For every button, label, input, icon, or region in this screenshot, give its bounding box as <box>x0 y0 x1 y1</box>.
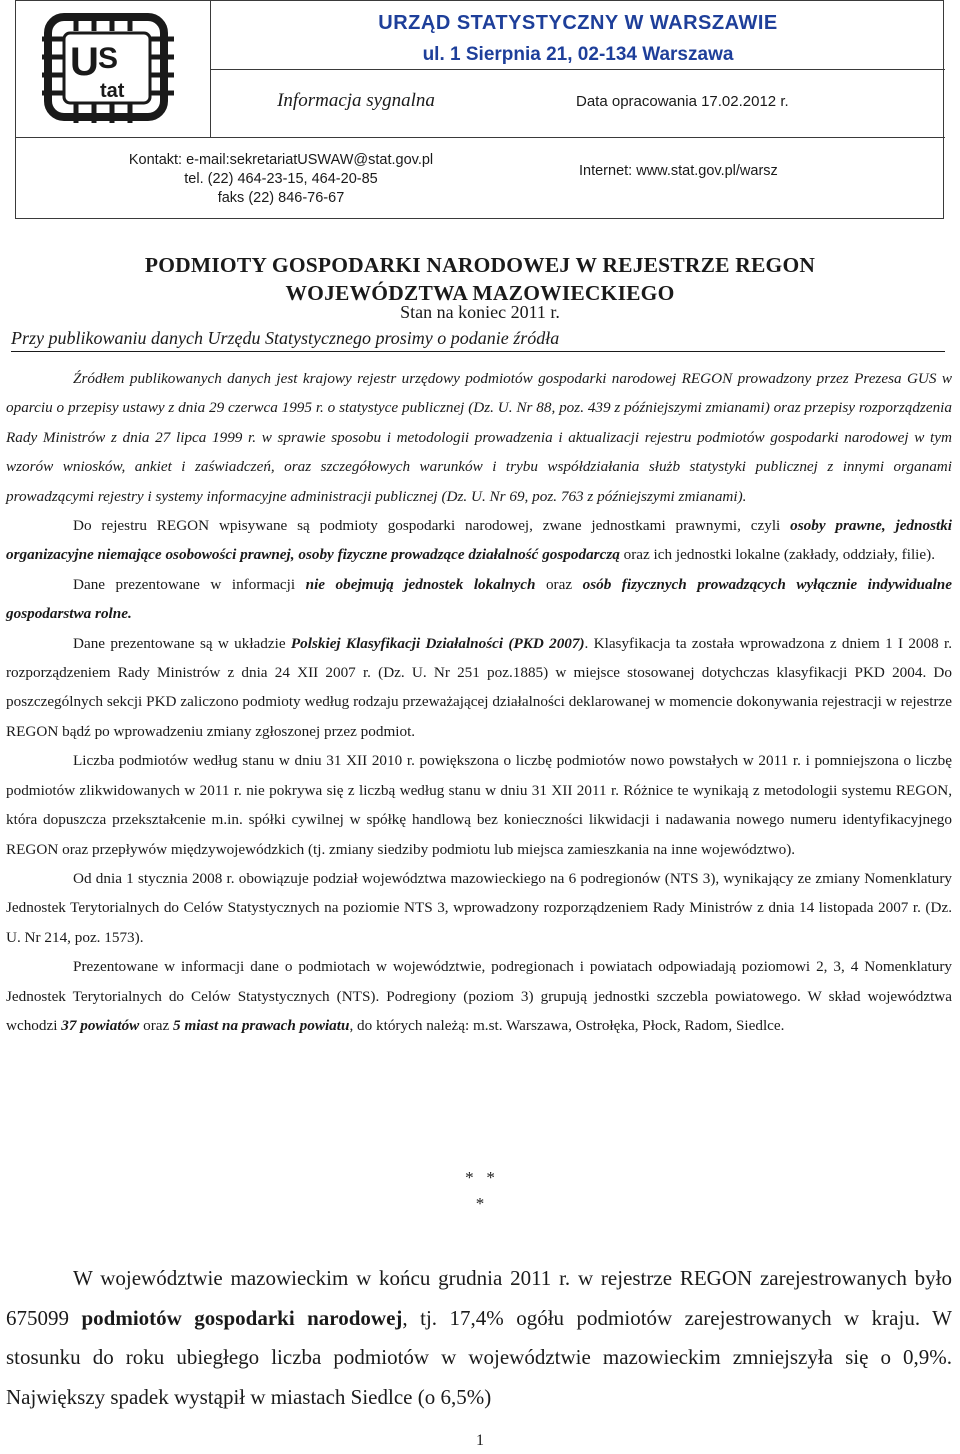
section-separator: * <box>475 1194 485 1213</box>
paragraph: Dane prezentowane są w układzie Polskiej Klasyfikacji Działalności (PKD 2007). Klasyfikacja ta została wprowadzona z dniem 1 I 2008 r. rozporządzeniem Rady Ministrów z dnia 24 XII 2007 r. (Dz. U. Nr 251 poz.1885) w miejsce stosowanej dotychczas klasyfikacji PKD 2004. Do poszczególnych sekcji PKD zaliczono podmioty według rodzaju przeważającej działalności deklarowanej w momencie dokonywania rejestracji w rejestrze REGON bądź po wprowadzeniu zmiany zgłoszonej przez podmiot. <box>6 634 953 740</box>
contact-phone: tel. (22) 464-23-15, 464-20-85 <box>184 171 378 187</box>
emphasis: 37 powiatów <box>61 1016 140 1034</box>
emphasis: osób fizycznych prowadzących wyłącznie indywidualne gospodarstwa rolne. <box>6 575 952 623</box>
page-number: 1 <box>476 1432 484 1449</box>
body-text <box>6 364 952 1040</box>
paragraph: W województwie mazowieckim w końcu grudnia 2011 r. w rejestrze REGON zarejestrowanych było 675099 podmiotów gospodarki narodowej, tj. 17,4% ogółu podmiotów zarejestrowanych w kraju. W stosunku do roku ubiegłego liczba podmiotów w województwie mazowieckim zmniejszyła się o 0,9%. Największy spadek wystąpił w miastach Siedlce (o 6,5%) <box>6 1266 952 1409</box>
document-header <box>15 0 944 219</box>
svg-text:S: S <box>98 42 119 75</box>
office-name: URZĄD STATYSTYCZNY W WARSZAWIE <box>378 12 778 34</box>
emphasis: podmiotów gospodarki narodowej <box>81 1305 403 1330</box>
summary-text <box>6 1259 952 1417</box>
paragraph: Liczba podmiotów według stanu w dniu 31 XII 2010 r. powiększona o liczbę podmiotów nowo powstałych w 2011 r. i pomniejszona o liczbę podmiotów zlikwidowanych w 2011 r. nie pokrywa się z liczbą według stanu w dniu 31 XII 2011 r. Różnice te wynikają z metodologii systemu REGON, która dopuszcza przekształcenie m.in. spółki cywilnej w spółkę handlową bez konieczności likwidacji i nadawania nowego numeru identyfikacyjnego REGON oraz przepływów międzywojewódzkich (tj. zmiany siedziby podmiotu lub miejsca zamieszkania na inne województwo). <box>6 752 952 858</box>
emphasis: nie obejmują jednostek lokalnych <box>305 575 536 593</box>
svg-text:tat: tat <box>100 80 125 102</box>
preparation-date: Data opracowania 17.02.2012 r. <box>576 93 789 110</box>
svg-text:U: U <box>70 40 99 84</box>
emphasis: osoby prawne, jednostki organizacyjne niemające osobowości prawnej, osoby fizyczne prowadzące działalność gospodarczą <box>6 517 953 564</box>
divider <box>211 137 945 138</box>
document-title-line2: WOJEWÓDZTWA MAZOWIECKIEGO <box>285 281 675 305</box>
contact-fax: faks (22) 846-76-67 <box>217 190 345 206</box>
logo-cell <box>16 1 211 138</box>
paragraph: Dane prezentowane w informacji nie obejmują jednostek lokalnych oraz osób fizycznych prowadzących wyłącznie indywidualne gospodarstwa rolne. <box>6 575 952 623</box>
paragraph: Źródłem publikowanych danych jest krajowy rejestr urzędowy podmiotów gospodarki narodowej REGON prowadzony przez Prezesa GUS w oparciu o przepisy ustawy z dnia 29 czerwca 1995 r. o statystyce publicznej (Dz. U. Nr 88, poz. 439 z późniejszymi zmianami) oraz przepisy rozporządzenia Rady Ministrów z dnia 27 lipca 1999 r. w sprawie sposobu i metodologii prowadzenia i aktualizacji rejestru podmiotów gospodarki narodowej w tym wzorów wniosków, ankiet i zaświadczeń, oraz szczegółowych warunków i trybu współdziałania służb statystyki publicznej z innymi organami prowadzącymi rejestry i systemy informacyjne administracji publicznej (Dz. U. Nr 69, poz. 763 z późniejszymi zmianami). <box>6 370 952 505</box>
emphasis: 5 miast na prawach powiatu <box>173 1016 350 1034</box>
document-type: Informacja sygnalna <box>277 90 435 111</box>
website: Internet: www.stat.gov.pl/warsz <box>579 163 778 179</box>
paragraph: Do rejestru REGON wpisywane są podmioty gospodarki narodowej, zwane jednostkami prawnymi, czyli osoby prawne, jednostki organizacyjne niemające osobowości prawnej, osoby fizyczne prowadzące działalność gospodarczą oraz ich jednostki lokalne (zakłady, oddziały, filie). <box>6 517 953 564</box>
us-stat-logo <box>42 13 182 123</box>
paragraph: Prezentowane w informacji dane o podmiotach w województwie, podregionach i powiatach odpowiadają poziomowi 2, 3, 4 Nomenklatury Jednostek Terytorialnych do Celów Statystycznych (NTS). Podregiony (poziom 3) grupują jednostki szczebla powiatowego. W skład województwa wchodzi 37 powiatów oraz 5 miast na prawach powiatu, do których należą: m.st. Warszawa, Ostrołęka, Płock, Radom, Siedlce. <box>6 958 952 1034</box>
divider <box>211 69 945 70</box>
office-address: ul. 1 Sierpnia 21, 02-134 Warszawa <box>422 44 734 65</box>
section-separator: * * <box>465 1168 495 1187</box>
contact-info <box>101 151 461 208</box>
paragraph: Od dnia 1 stycznia 2008 r. obowiązuje podział województwa mazowieckiego na 6 podregionów (NTS 3), wynikający ze zmiany Nomenklatury Jednostek Terytorialnych do Celów Statystycznych na poziomie NTS 3, wprowadzony rozporządzeniem Rady Ministrów z dnia 14 listopada 2007 r. (Dz. U. Nr 214, poz. 1573). <box>6 869 952 946</box>
emphasis: Polskiej Klasyfikacji Działalności (PKD 2007) <box>290 634 585 652</box>
contact-email: Kontakt: e-mail:sekretariatUSWAW@stat.gov.pl <box>128 152 434 168</box>
document-title-line1: PODMIOTY GOSPODARKI NARODOWEJ W REJESTRZE REGON <box>144 253 816 277</box>
citation-notice: Przy publikowaniu danych Urzędu Statystycznego prosimy o podanie źródła <box>11 328 945 352</box>
reference-date: Stan na koniec 2011 r. <box>400 302 560 322</box>
